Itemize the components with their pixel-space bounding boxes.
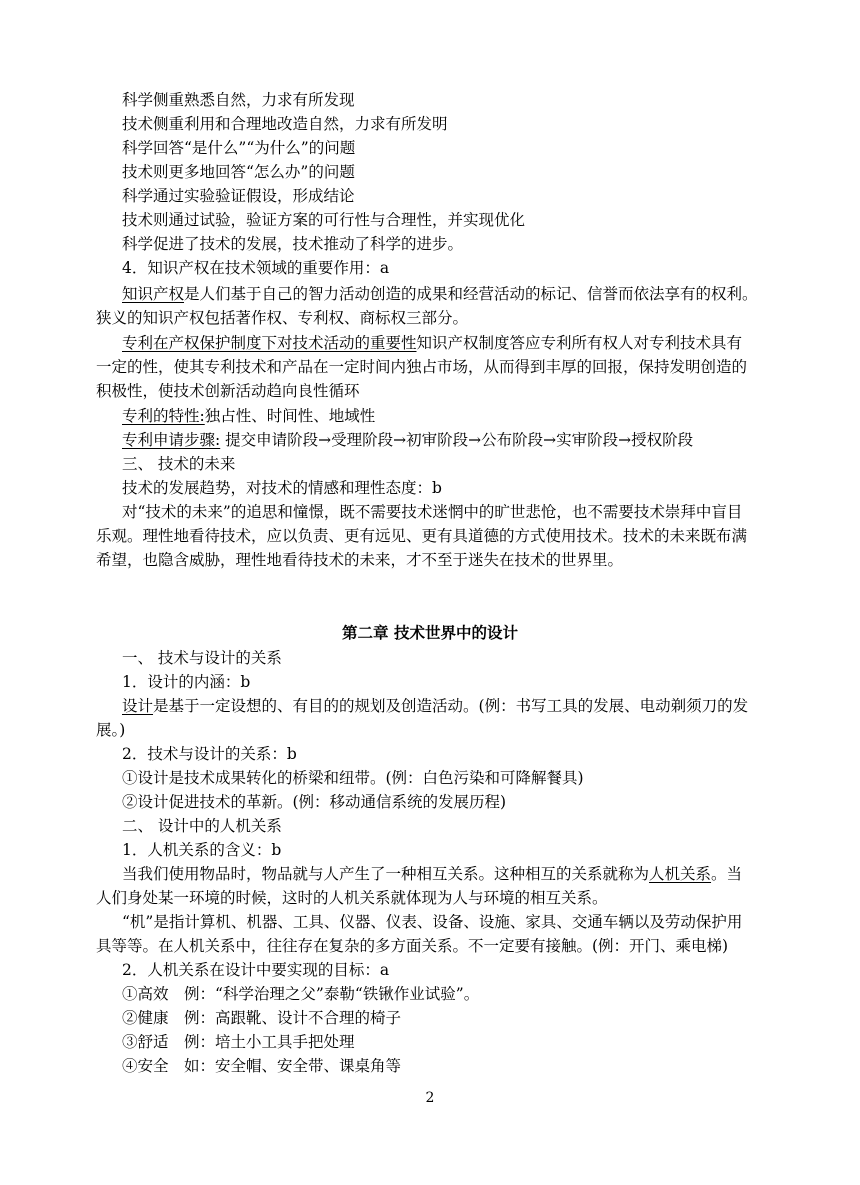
- paragraph-text: 提交申请阶段→受理阶段→初审阶段→公布阶段→实审阶段→授权阶段: [220, 431, 694, 449]
- text-line: 技术则更多地回答“怎么办”的问题: [122, 163, 355, 181]
- section-heading: 一、 技术与设计的关系: [122, 649, 282, 667]
- section-heading: 4．知识产权在技术领域的重要作用：a: [122, 259, 390, 277]
- term-intellectual-property: 知识产权: [122, 285, 185, 303]
- term-patent-traits: 专利的特性:: [122, 407, 205, 425]
- section-heading: 二、 设计中的人机关系: [122, 817, 282, 835]
- text-line: 科学促进了技术的发展，技术推动了科学的进步。: [122, 235, 464, 253]
- subsection-heading: 2．技术与设计的关系：b: [122, 745, 297, 763]
- term-design: 设计: [122, 697, 154, 715]
- text-line: 科学侧重熟悉自然，力求有所发现: [122, 91, 355, 109]
- text-line: 乐观。理性地看待技术，应以负责、更有远见、更有具道德的方式使用技术。技术的未来既布满: [96, 527, 748, 545]
- paragraph-line: [0, 428, 860, 452]
- paragraph-text: 是基于一定设想的、有目的的规划及创造活动。(例：书写工具的发展、电动剃须刀的发: [153, 697, 749, 715]
- paragraph-line: [0, 282, 860, 306]
- paragraph-text: 。当: [711, 865, 743, 883]
- paragraph-line: [0, 694, 860, 718]
- paragraph-text: 是人们基于自己的智力活动创造的成果和经营活动的标记、信誉而依法享有的权利。: [184, 285, 758, 303]
- list-item: ②健康 例：高跟靴、设计不合理的椅子: [122, 1009, 402, 1027]
- subsection-heading: 1．设计的内涵：b: [122, 673, 251, 691]
- text-line: 具等等。在人机关系中，往往存在复杂的多方面关系。不一定要有接触。(例：开门、乘电梯): [96, 937, 729, 955]
- subsection-heading: 2．人机关系在设计中要实现的目标：a: [122, 961, 390, 979]
- text-line: 希望，也隐含威胁，理性地看待技术的未来，才不至于迷失在技术的世界里。: [96, 551, 624, 569]
- term-patent-steps: 专利申请步骤:: [122, 431, 221, 449]
- text-line: 狭义的知识产权包括著作权、专利权、商标权三部分。: [96, 309, 469, 327]
- list-item: ③舒适 例：培土小工具手把处理: [122, 1033, 355, 1051]
- term-patent-importance: 专利在产权保护制度下对技术活动的重要性: [122, 334, 417, 352]
- list-item: ①高效 例：“科学治理之父”泰勒“铁锹作业试验”。: [122, 985, 480, 1003]
- list-item: ④安全 如：安全帽、安全带、课桌角等: [122, 1057, 402, 1075]
- section-heading: 三、 技术的未来: [122, 455, 236, 473]
- paragraph-text: 当我们使用物品时，物品就与人产生了一种相互关系。这种相互的关系就称为: [122, 865, 650, 883]
- text-line: 技术侧重利用和合理地改造自然，力求有所发明: [122, 115, 448, 133]
- term-human-machine: 人机关系: [649, 865, 712, 883]
- paragraph-text: 独占性、时间性、地域性: [204, 407, 376, 425]
- text-line: 人们身处某一环境的时候，这时的人机关系就体现为人与环境的相互关系。: [96, 889, 608, 907]
- paragraph-text: 知识产权制度答应专利所有权人对专利技术具有: [416, 334, 743, 352]
- text-line: “机”是指计算机、机器、工具、仪器、仪表、设备、设施、家具、交通车辆以及劳动保护用: [122, 913, 743, 931]
- text-line: 展。): [96, 721, 126, 739]
- text-line: 积极性，使技术创新活动趋向良性循环: [96, 382, 360, 400]
- paragraph-line: [0, 331, 860, 355]
- paragraph-line: [0, 862, 860, 886]
- paragraph-line: [0, 404, 860, 428]
- text-line: 技术的发展趋势，对技术的情感和理性态度：b: [122, 479, 442, 497]
- list-item: ①设计是技术成果转化的桥梁和纽带。(例：白色污染和可降解餐具): [122, 769, 584, 787]
- text-line: 科学回答“是什么”“为什么”的问题: [122, 139, 356, 157]
- text-line: 技术则通过试验，验证方案的可行性与合理性，并实现优化: [122, 211, 526, 229]
- list-item: ②设计促进技术的革新。(例：移动通信系统的发展历程): [122, 793, 507, 811]
- text-line: 对“技术的未来”的追思和憧憬，既不需要技术迷惘中的旷世悲怆，也不需要技术崇拜中盲目: [122, 503, 743, 521]
- text-line: 一定的性，使其专利技术和产品在一定时间内独占市场，从而得到丰厚的回报，保持发明创造的: [96, 358, 748, 376]
- text-line: 科学通过实验验证假设，形成结论: [122, 187, 355, 205]
- page-number: 2: [425, 1090, 435, 1106]
- subsection-heading: 1．人机关系的含义：b: [122, 841, 282, 859]
- chapter-title: 第二章 技术世界中的设计: [342, 623, 518, 642]
